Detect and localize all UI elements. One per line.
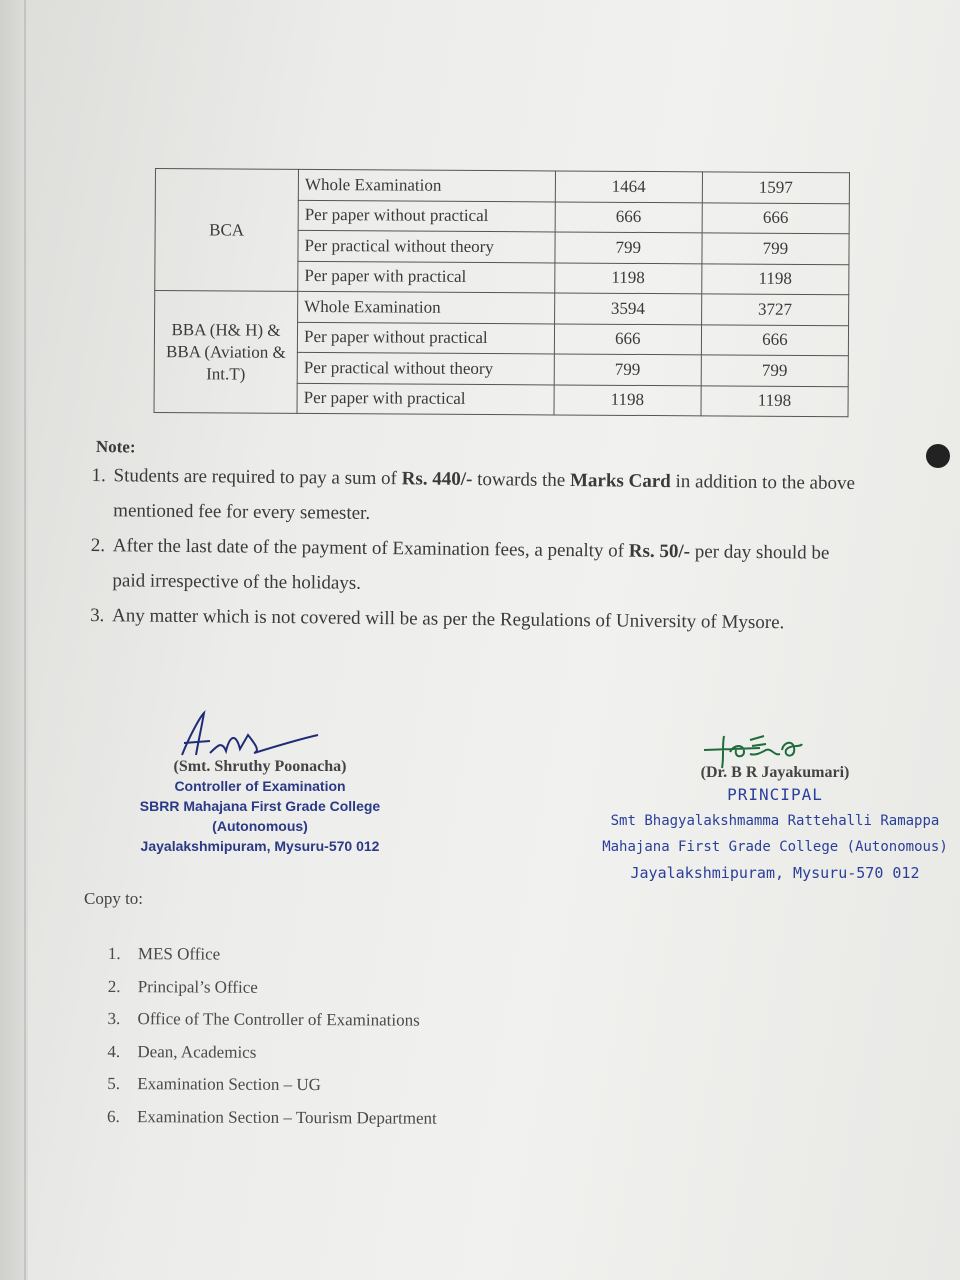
seal-line: Mahajana First Grade College (Autonomous) xyxy=(602,839,948,855)
list-text: Examination Section – Tourism Department xyxy=(137,1106,437,1128)
list-item xyxy=(107,1068,437,1102)
list-item xyxy=(108,938,438,972)
seal-line: Jayalakshmipuram, Mysuru-570 012 xyxy=(630,864,920,882)
list-text: Dean, Academics xyxy=(137,1041,257,1062)
fee-value: 666 xyxy=(701,324,848,355)
seal-line: Jayalakshmipuram, Mysuru-570 012 xyxy=(140,838,380,854)
seal-line: (Autonomous) xyxy=(212,818,308,834)
list-number: 5. xyxy=(107,1073,121,1094)
principal-title: PRINCIPAL xyxy=(727,785,823,804)
table-row xyxy=(155,291,849,326)
fee-description: Whole Examination xyxy=(298,169,555,201)
notes-heading: Note: xyxy=(95,437,136,457)
list-text: MES Office xyxy=(137,944,221,964)
course-cell: BBA (H& H) & BBA (Aviation & Int.T) xyxy=(154,291,298,414)
note-text: towards the xyxy=(472,468,571,492)
fee-value: 666 xyxy=(554,323,701,354)
signature-right xyxy=(600,764,950,886)
course-cell: BCA xyxy=(155,169,299,292)
note-item xyxy=(90,528,861,606)
note-text: per day should be paid irrespective of the holidays. xyxy=(112,541,830,594)
list-item xyxy=(108,970,438,1004)
list-text: Examination Section – UG xyxy=(137,1074,321,1095)
fee-value: 3727 xyxy=(701,294,848,325)
list-number: 4. xyxy=(107,1041,121,1061)
copy-to-heading: Copy to: xyxy=(84,889,144,908)
principal-seal xyxy=(600,782,950,886)
list-text: Principal’s Office xyxy=(137,976,258,997)
fee-table xyxy=(154,168,850,417)
list-number: 6. xyxy=(107,1106,120,1126)
note-number: 2. xyxy=(90,534,106,557)
fee-value: 1464 xyxy=(555,171,702,202)
note-text: Students are required to pay a sum of xyxy=(113,465,402,490)
fee-value: 1198 xyxy=(701,385,848,416)
list-item xyxy=(107,1035,437,1069)
fee-value: 1198 xyxy=(554,384,701,415)
fee-value: 799 xyxy=(554,354,701,385)
fee-value: 666 xyxy=(702,202,849,233)
principal-name: (Dr. B R Jayakumari) xyxy=(700,764,850,781)
fee-value: 799 xyxy=(555,232,702,263)
notes-section xyxy=(90,436,862,641)
note-number: 3. xyxy=(90,604,105,627)
note-item xyxy=(91,458,862,536)
fee-description: Per paper without practical xyxy=(297,322,554,354)
note-amount: Rs. 440/- xyxy=(401,468,473,490)
fee-description: Per paper with practical xyxy=(298,261,555,293)
fee-description: Per paper with practical xyxy=(297,383,554,415)
list-item xyxy=(107,1003,437,1037)
note-text: Any matter which is not covered will be as per the Regulations of University of Mysore. xyxy=(112,605,785,634)
fee-value: 1597 xyxy=(702,172,849,203)
notes-list xyxy=(90,458,862,641)
list-number: 3. xyxy=(107,1008,121,1029)
signature-left xyxy=(100,758,420,856)
list-number: 2. xyxy=(107,976,121,996)
fee-value: 666 xyxy=(555,201,702,232)
copy-to-list xyxy=(107,938,438,1135)
note-emphasis: Marks Card xyxy=(569,470,671,493)
fee-description: Per practical without theory xyxy=(298,230,555,262)
fee-description: Per practical without theory xyxy=(297,352,554,384)
fee-value: 799 xyxy=(702,233,849,264)
controller-name: (Smt. Shruthy Poonacha) xyxy=(173,758,347,775)
fee-value: 3594 xyxy=(554,293,701,324)
seal-line: Smt Bhagyalakshmamma Rattehalli Ramappa xyxy=(610,813,940,829)
list-number: 1. xyxy=(107,943,121,964)
seal-line: Controller of Examination xyxy=(174,778,346,794)
note-amount: Rs. 50/- xyxy=(628,540,691,563)
list-text: Office of The Controller of Examinations xyxy=(137,1009,420,1030)
signature-left-mark xyxy=(170,705,330,765)
note-text: After the last date of the payment of Examination fees, a penalty of xyxy=(112,535,629,562)
fee-value: 1198 xyxy=(554,262,701,293)
fee-description: Per paper without practical xyxy=(298,200,555,232)
note-text: in addition to the above mentioned fee for every semester. xyxy=(113,471,856,524)
fee-description: Whole Examination xyxy=(298,291,555,323)
table-row xyxy=(155,169,849,204)
note-number: 1. xyxy=(91,464,106,487)
fee-value: 1198 xyxy=(702,263,849,294)
punch-hole xyxy=(926,444,950,468)
list-item xyxy=(107,1100,437,1134)
paper-fold-line xyxy=(24,0,26,1280)
controller-seal xyxy=(100,776,420,856)
fee-value: 799 xyxy=(701,355,848,386)
seal-line: SBRR Mahajana First Grade College xyxy=(139,798,381,814)
